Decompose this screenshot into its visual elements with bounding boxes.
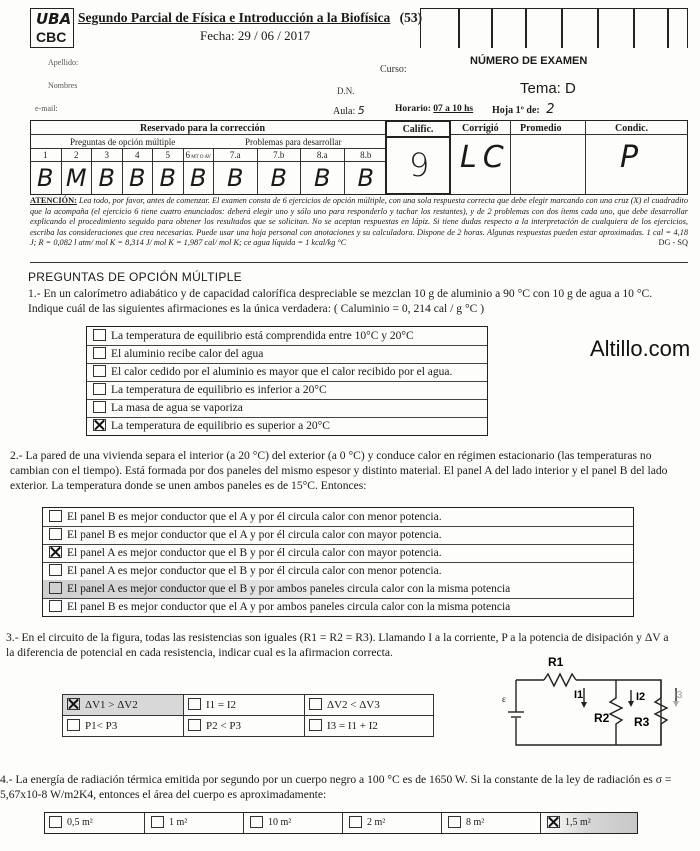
horario-label: Horario: [395, 104, 431, 114]
mc-answer: B [183, 162, 214, 195]
q1-option-1[interactable]: La temperatura de equilibrio está comprendida entre 10°C y 20°C [87, 327, 487, 346]
q3-option-3[interactable]: ΔV2 < ΔV3 [305, 695, 434, 716]
nombres-label: Nombres [48, 81, 78, 90]
q4-option-1[interactable]: 0,5 m² [45, 813, 144, 833]
checkbox[interactable] [349, 816, 362, 828]
mc-answer: M [61, 162, 92, 195]
email-label: e-mail: [35, 104, 58, 113]
calific-value: 9 [409, 146, 430, 184]
mc-answer: B [152, 162, 183, 195]
cbc-text: CBC [36, 29, 67, 45]
q1-option-4[interactable]: La temperatura de equilibrio es inferior a 20°C [87, 381, 487, 400]
dev-column-header: 7.a [213, 149, 257, 161]
q2-option-1[interactable]: El panel B es mejor conductor que el A y por él circula calor con menor potencia. [43, 508, 633, 527]
checkbox-checked[interactable] [547, 816, 560, 828]
checkbox[interactable] [49, 582, 62, 594]
dev-label: Problemas para desarrollar [245, 137, 342, 147]
atencion-code: DG - SQ [658, 238, 688, 247]
horario-field [395, 104, 473, 114]
dev-column-header: 8.a [300, 149, 344, 161]
dev-column-header: 7.b [257, 149, 301, 161]
aula-field [333, 104, 365, 117]
q2-option-4[interactable]: El panel A es mejor conductor que el B y por él circula calor con menor potencia. [43, 562, 633, 581]
calific-box [385, 120, 451, 195]
checkbox[interactable] [93, 365, 106, 377]
corrigio-label: Corrigió [462, 123, 499, 134]
q2-options [42, 507, 634, 617]
checkbox-checked[interactable] [93, 419, 106, 431]
calific-label: Calific. [402, 124, 434, 135]
q4-option-6[interactable]: 1,5 m² [540, 813, 637, 833]
q4-option-2[interactable]: 1 m² [144, 813, 243, 833]
checkbox[interactable] [93, 383, 106, 395]
condic-value: P [620, 140, 639, 175]
q1-option-2[interactable]: El aluminio recibe calor del agua [87, 345, 487, 364]
q4-option-4[interactable]: 2 m² [342, 813, 441, 833]
exam-title [78, 10, 422, 26]
dev-column-header: 8.b [344, 149, 388, 161]
dev-answer: B [300, 162, 344, 195]
hoja-label: Hoja 1º de: [492, 105, 540, 116]
checkbox[interactable] [151, 816, 164, 828]
checkbox[interactable] [188, 698, 201, 710]
checkbox[interactable] [188, 719, 201, 731]
q2-text: 2.- La pared de una vivienda separa el interior (a 20 °C) del exterior (a 0 °C) y conduce calor en régimen estacionario (las temperaturas no cambian con el tiempo). Está formada por dos paneles del mismo espesor y distinto material. El panel A del lado interior y el panel B del lado exterior. La temperatura donde se unen ambos paneles es de 15°C. Entonces: [10, 449, 668, 492]
q3-option-2[interactable]: I1 = I2 [184, 695, 305, 716]
q3-option-1[interactable]: ΔV1 > ΔV2 [63, 695, 184, 716]
grading-table [30, 120, 688, 195]
q2-option-6[interactable]: El panel B es mejor conductor que el A y por ambos paneles circula calor con la misma potencia [43, 598, 633, 616]
uba-logo-box [30, 8, 74, 48]
apellido-label: Apellido: [48, 58, 79, 67]
checkbox[interactable] [93, 401, 106, 413]
i3-label: I3 [674, 690, 683, 701]
mc-column-header: 6 MT O AV [183, 149, 214, 161]
r2-label: R2 [594, 711, 610, 725]
q2-option-2[interactable]: El panel B es mejor conductor que el A y por él circula calor con mayor potencia. [43, 526, 633, 545]
q4-text: 4.- La energía de radiación térmica emitida por segundo por un cuerpo negro a 100 °C es de 1650 W. Si la constante de la ley de radiación es σ = 5,67x10-8 W/m2K4, entonces el área del cuerpo es aproximadamente: [0, 773, 672, 801]
checkbox[interactable] [93, 347, 106, 359]
atencion-text: Lea todo, por favor, antes de comenzar. El examen consta de 6 ejercicios de opción múltiple, con una sola respuesta correcta que debe elegir marcando con una cruz (X) el cuadradito que la acompaña (el ejercicio 6 tiene cuatro enunciados: deberá elegir uno y sólo uno para responderlo y tachar los restantes), y de 2 problemas con dos ítems cada uno, que debe desarrollar explicando el procedimiento seguido para obtener los resultados que se solicitan. No se aceptan respuestas en lápiz. Si tiene dudas respecto a la interpretación de cualquiera de los ejercicios, escriba las consideraciones que crea necesarias. Puede usar una hoja personal con anotaciones y su calculadora. Dispone de 2 horas. Algunas respuestas pueden estar aproximadas. 1 cal = 4,18 J; R = 0,082 l atm/ mol K = 8,314 J/ mol K = 1,987 cal/ mol K; ce agua líquida = 1 kcal/kg °C [30, 196, 688, 247]
dni-label: D.N. [337, 86, 355, 96]
condic-label: Condic. [615, 123, 649, 134]
exam-date: Fecha: 29 / 06 / 2017 [200, 28, 311, 43]
q4-option-3[interactable]: 10 m² [243, 813, 342, 833]
hoja-value: 2 [546, 102, 555, 117]
horario-value: 07 a 10 hs [433, 104, 474, 114]
q3-option-5[interactable]: P2 < P3 [184, 716, 305, 737]
mc-column-header: 2 [61, 149, 92, 161]
mc-answer: B [91, 162, 122, 195]
q3-option-6[interactable]: I3 = I1 + I2 [305, 716, 434, 737]
i2-label: I2 [636, 691, 646, 703]
checkbox[interactable] [49, 564, 62, 576]
aula-value: 5 [357, 104, 365, 117]
dev-answer: B [257, 162, 301, 195]
q1-option-5[interactable]: La masa de agua se vaporiza [87, 399, 487, 418]
q1-text: 1.- En un calorímetro adiabático y de capacidad calorífica despreciable se mezclan 10 g de aluminio a 90 °C con 10 g de agua a 10 °C. Indique cuál de las siguientes afirmaciones es la única verdadera: ( Caluminio = 0, 214 cal / g °C ) [28, 287, 653, 315]
source-label: ε [502, 694, 506, 704]
curso-label: Curso: [380, 64, 407, 75]
q1-option-6[interactable]: La temperatura de equilibrio es superior a 20°C [87, 417, 487, 435]
promedio-label: Promedio [520, 123, 562, 134]
dev-answer: B [344, 162, 388, 195]
uba-text: UBA [36, 10, 72, 28]
numero-examen-label: NÚMERO DE EXAMEN [470, 55, 588, 67]
checkbox[interactable] [309, 719, 322, 731]
atencion-block [30, 196, 688, 249]
checkbox-checked[interactable] [49, 546, 62, 558]
q2-option-5[interactable]: El panel A es mejor conductor que el B y por ambos paneles circula calor con la misma potencia [43, 580, 633, 599]
mc-column-header: 3 [91, 149, 122, 161]
corrigio-value: LC [460, 140, 510, 175]
section-title: PREGUNTAS DE OPCIÓN MÚLTIPLE [28, 270, 242, 284]
q3-options [62, 694, 434, 737]
checkbox[interactable] [49, 510, 62, 522]
q3-option-4[interactable]: P1< P3 [63, 716, 184, 737]
checkbox[interactable] [49, 600, 62, 612]
r1-label: R1 [548, 655, 564, 669]
reserved-label: Reservado para la corrección [140, 123, 266, 134]
watermark: Altillo.com [590, 336, 691, 361]
aula-label: Aula: [333, 106, 356, 117]
atencion-label: ATENCIÓN: [30, 196, 77, 205]
mc-answer: B [122, 162, 153, 195]
mc-column-header: 4 [122, 149, 153, 161]
q2-option-3[interactable]: El panel A es mejor conductor que el B y por él circula calor con mayor potencia. [43, 544, 633, 563]
checkbox[interactable] [448, 816, 461, 828]
mc-label: Preguntas de opción múltiple [70, 137, 176, 147]
mc-answer: B [37, 164, 54, 192]
title-text: Segundo Parcial de Física e Introducción a la Biofísica [78, 10, 391, 25]
circuit-diagram [496, 650, 686, 760]
mc-col6-sub: MT O AV [189, 155, 212, 160]
q4-options [44, 812, 638, 834]
checkbox[interactable] [93, 329, 106, 341]
q4-option-5[interactable]: 8 m² [441, 813, 540, 833]
mc-column-header: 1 [43, 150, 48, 160]
hoja-field [492, 102, 555, 117]
tema-label: Tema: D [520, 80, 576, 97]
checkbox[interactable] [49, 528, 62, 540]
checkbox-checked[interactable] [67, 698, 80, 710]
checkbox[interactable] [67, 719, 80, 731]
q1-option-3[interactable]: El calor cedido por el aluminio es mayor que el calor recibido por el agua. [87, 363, 487, 382]
q1-options [86, 326, 488, 436]
r3-label: R3 [634, 715, 650, 729]
i1-label: I1 [574, 689, 584, 701]
dev-answer: B [213, 162, 257, 195]
numero-examen-box [420, 8, 688, 48]
exam-code: (53) [399, 10, 423, 25]
mc-column-header: 5 [152, 149, 183, 161]
checkbox[interactable] [49, 816, 62, 828]
checkbox[interactable] [250, 816, 263, 828]
checkbox[interactable] [309, 698, 322, 710]
q3-text: 3.- En el circuito de la figura, todas las resistencias son iguales (R1 = R2 = R3). Llamando I a la corriente, P a la potencia de disipación y ΔV a la diferencia de potencial en cada resistencia, indicar cual es la afirmacion correcta. [6, 631, 669, 659]
